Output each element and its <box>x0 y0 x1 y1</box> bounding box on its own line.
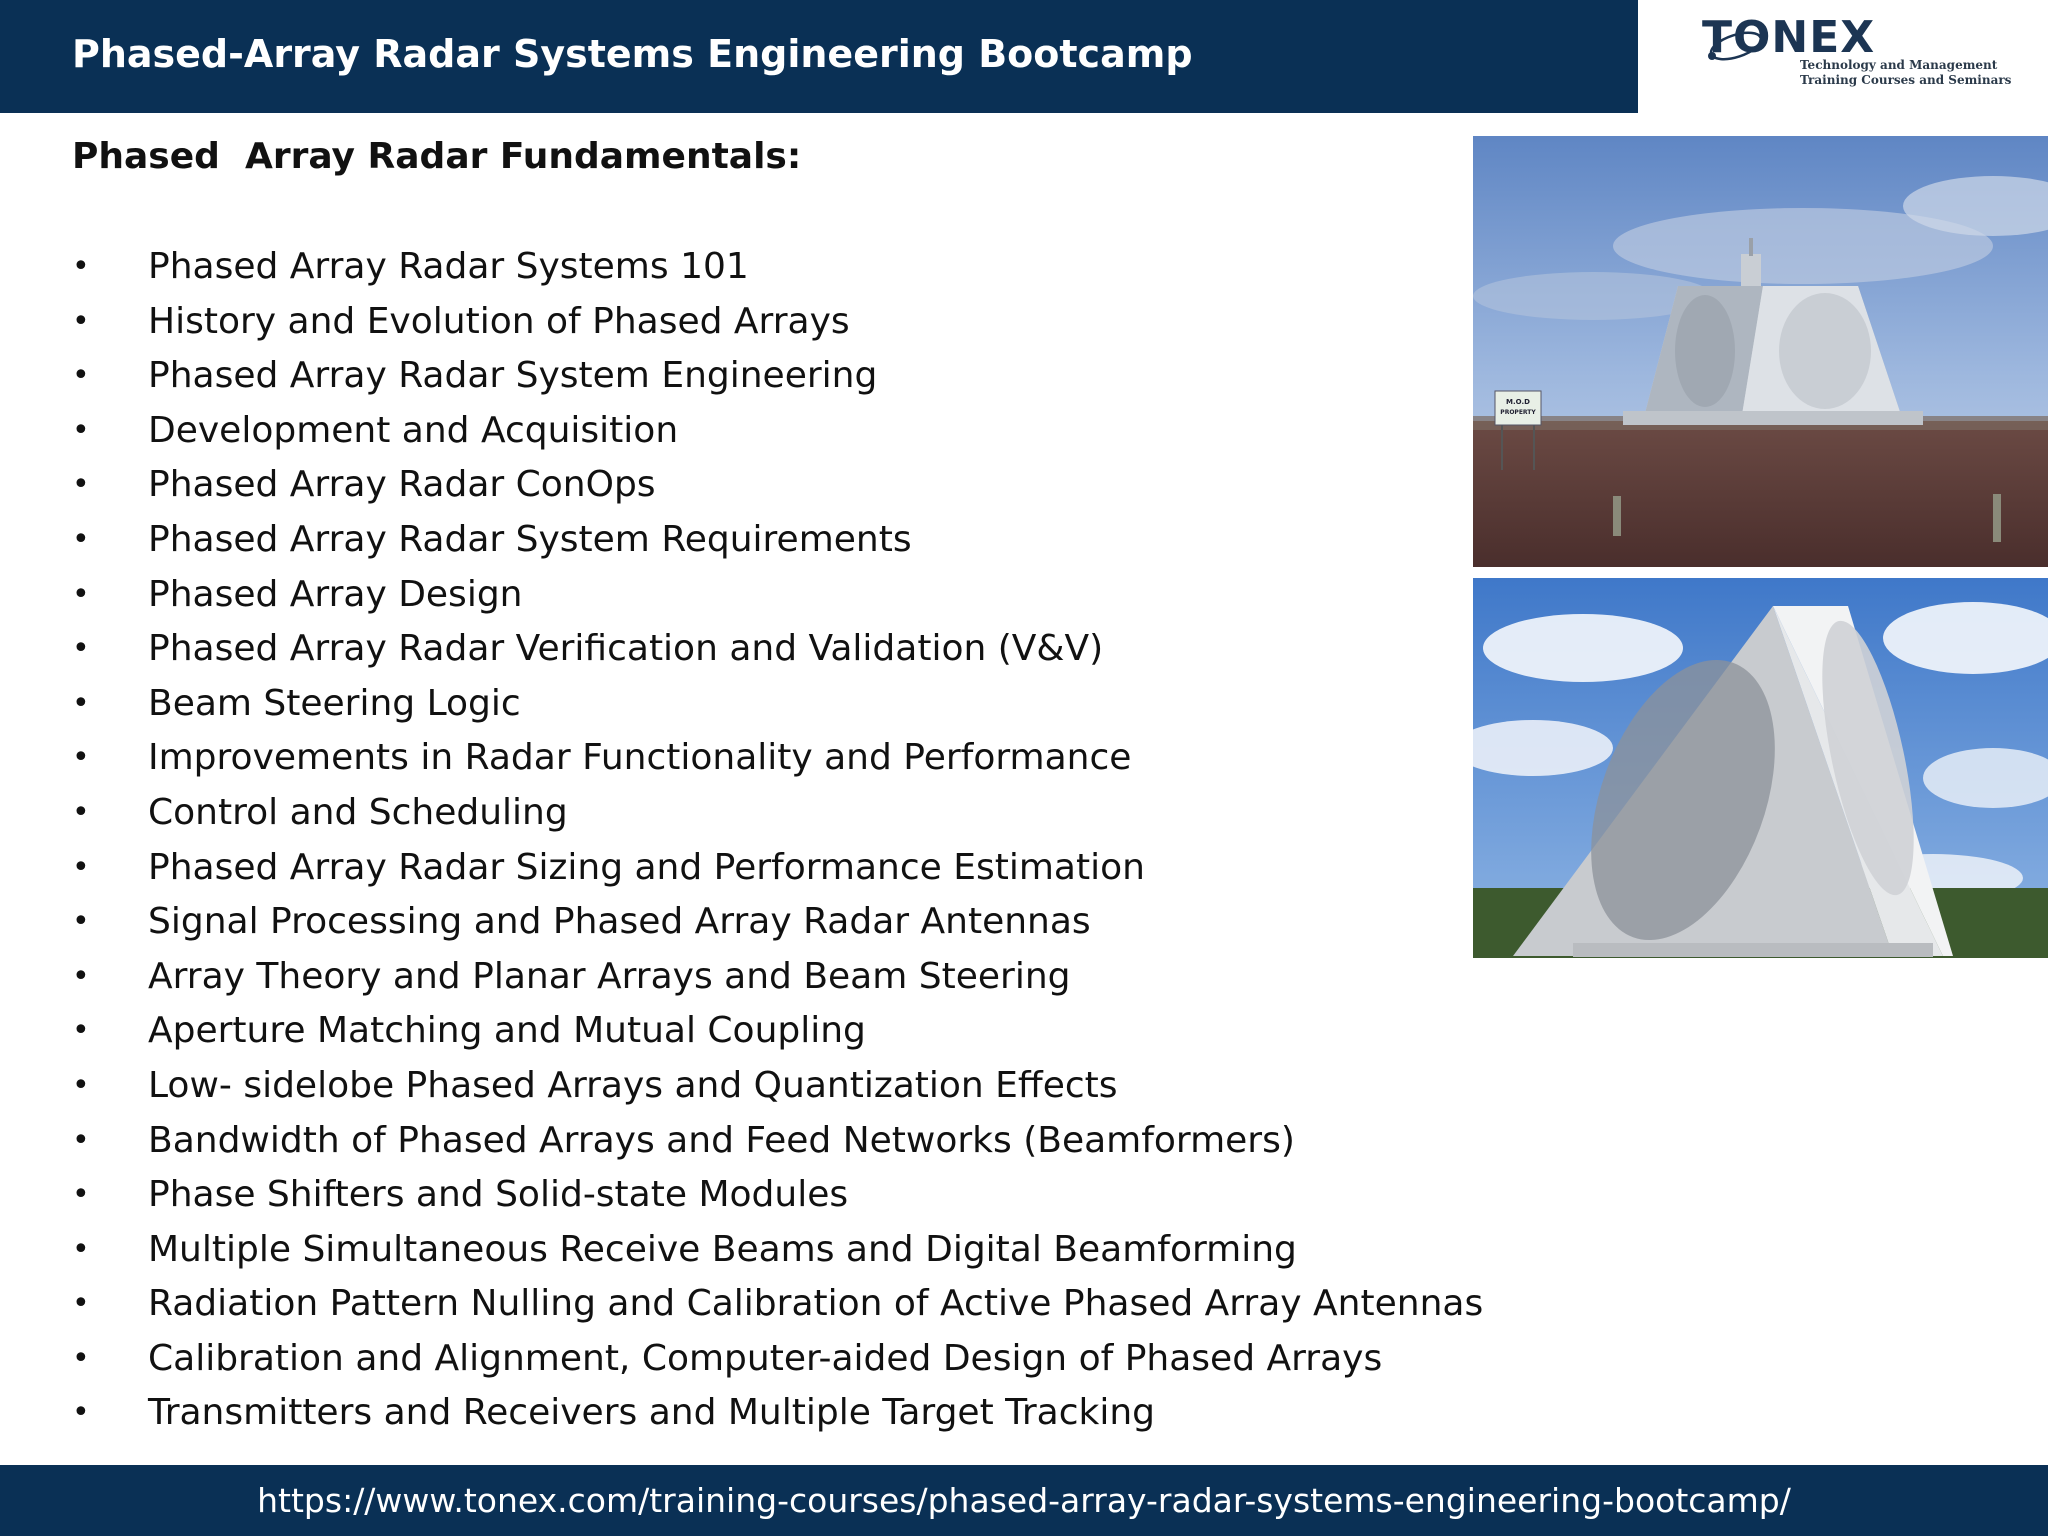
topic-list-item <box>72 568 1542 623</box>
bullet-icon: • <box>72 1013 90 1049</box>
bullet-icon: • <box>72 958 90 994</box>
topic-list-item <box>72 622 1542 677</box>
topic-list-item <box>72 240 1542 295</box>
bullet-icon: • <box>72 576 90 612</box>
topic-list-item <box>72 786 1542 841</box>
bullet-icon: • <box>72 1122 90 1158</box>
topic-text: Bandwidth of Phased Arrays and Feed Networks (Beamformers) <box>148 1119 1295 1161</box>
topic-text: Signal Processing and Phased Array Radar Antennas <box>148 901 1091 943</box>
logo-tagline <box>1800 58 2040 88</box>
header-bar <box>0 0 1638 113</box>
topic-list-item <box>72 677 1542 732</box>
bullet-icon: • <box>72 685 90 721</box>
bullet-icon: • <box>72 740 90 776</box>
topic-list-item <box>72 349 1542 404</box>
bullet-icon: • <box>72 904 90 940</box>
topic-text: Phased Array Radar ConOps <box>148 464 656 506</box>
topic-text: Phased Array Radar System Engineering <box>148 355 878 397</box>
bullet-icon: • <box>72 303 90 339</box>
topic-text: Transmitters and Receivers and Multiple Target Tracking <box>148 1392 1155 1434</box>
bullet-icon: • <box>72 794 90 830</box>
topic-list-item <box>72 1059 1542 1114</box>
logo-tagline-line1: Technology and Management <box>1800 58 1998 72</box>
topic-text: Phased Array Radar Verification and Validation (V&V) <box>148 628 1104 670</box>
bullet-icon: • <box>72 358 90 394</box>
topic-text: Array Theory and Planar Arrays and Beam Steering <box>148 955 1071 997</box>
sign-text-line2: PROPERTY <box>1500 409 1536 416</box>
topic-list-item <box>72 1277 1542 1332</box>
topic-list-item <box>72 731 1542 786</box>
topic-text: Aperture Matching and Mutual Coupling <box>148 1010 866 1052</box>
topic-list-item <box>72 1332 1542 1387</box>
sign-text-line1: M.O.D <box>1506 398 1530 406</box>
topic-text: Radiation Pattern Nulling and Calibration of Active Phased Array Antennas <box>148 1283 1484 1325</box>
topic-list-item <box>72 1004 1542 1059</box>
topic-text: Phased Array Radar System Requirements <box>148 518 912 560</box>
topic-list-item <box>72 1386 1542 1441</box>
tonex-logo <box>1638 0 2048 113</box>
topic-text: Multiple Simultaneous Receive Beams and Digital Beamforming <box>148 1228 1297 1270</box>
topic-list-item <box>72 1114 1542 1169</box>
topic-list <box>72 240 1542 1441</box>
topic-list-item <box>72 1168 1542 1223</box>
slide-title: Phased-Array Radar Systems Engineering Bootcamp <box>72 32 1193 76</box>
topic-text: Control and Scheduling <box>148 791 568 833</box>
topic-list-item <box>72 841 1542 896</box>
topic-text: Low- sidelobe Phased Arrays and Quantization Effects <box>148 1064 1118 1106</box>
topic-text: Development and Acquisition <box>148 409 679 451</box>
footer-bar <box>0 1465 2048 1536</box>
bullet-icon: • <box>72 1340 90 1376</box>
topic-text: Phase Shifters and Solid-state Modules <box>148 1174 849 1216</box>
topic-list-item <box>72 404 1542 459</box>
topic-list-item <box>72 950 1542 1005</box>
bullet-icon: • <box>72 1177 90 1213</box>
topic-text: Improvements in Radar Functionality and Performance <box>148 737 1132 779</box>
bullet-icon: • <box>72 1286 90 1322</box>
topic-list-item <box>72 513 1542 568</box>
topic-list-item <box>72 295 1542 350</box>
bullet-icon: • <box>72 1395 90 1431</box>
bullet-icon: • <box>72 631 90 667</box>
topic-text: History and Evolution of Phased Arrays <box>148 300 850 342</box>
topic-list-item <box>72 458 1542 513</box>
topic-text: Beam Steering Logic <box>148 682 521 724</box>
section-heading: Phased Array Radar Fundamentals: <box>72 136 802 177</box>
topic-text: Calibration and Alignment, Computer-aided Design of Phased Arrays <box>148 1337 1383 1379</box>
topic-list-item <box>72 1223 1542 1278</box>
bullet-icon: • <box>72 1231 90 1267</box>
topic-list-item <box>72 895 1542 950</box>
topic-text: Phased Array Design <box>148 573 523 615</box>
bullet-icon: • <box>72 1067 90 1103</box>
bullet-icon: • <box>72 412 90 448</box>
bullet-icon: • <box>72 249 90 284</box>
footer-url-link[interactable]: https://www.tonex.com/training-courses/phased-array-radar-systems-engineering-bootcamp/ <box>257 1481 1791 1520</box>
bullet-icon: • <box>72 849 90 885</box>
radar-station-photo-top <box>1473 136 2048 567</box>
topic-text: Phased Array Radar Sizing and Performance Estimation <box>148 846 1145 888</box>
radar-station-photo-bottom <box>1473 578 2048 958</box>
topic-text: Phased Array Radar Systems 101 <box>148 246 749 287</box>
bullet-icon: • <box>72 521 90 557</box>
bullet-icon: • <box>72 467 90 503</box>
logo-tagline-line2: Training Courses and Seminars <box>1800 73 2012 87</box>
logo-wordmark: TONEX <box>1702 12 1876 63</box>
